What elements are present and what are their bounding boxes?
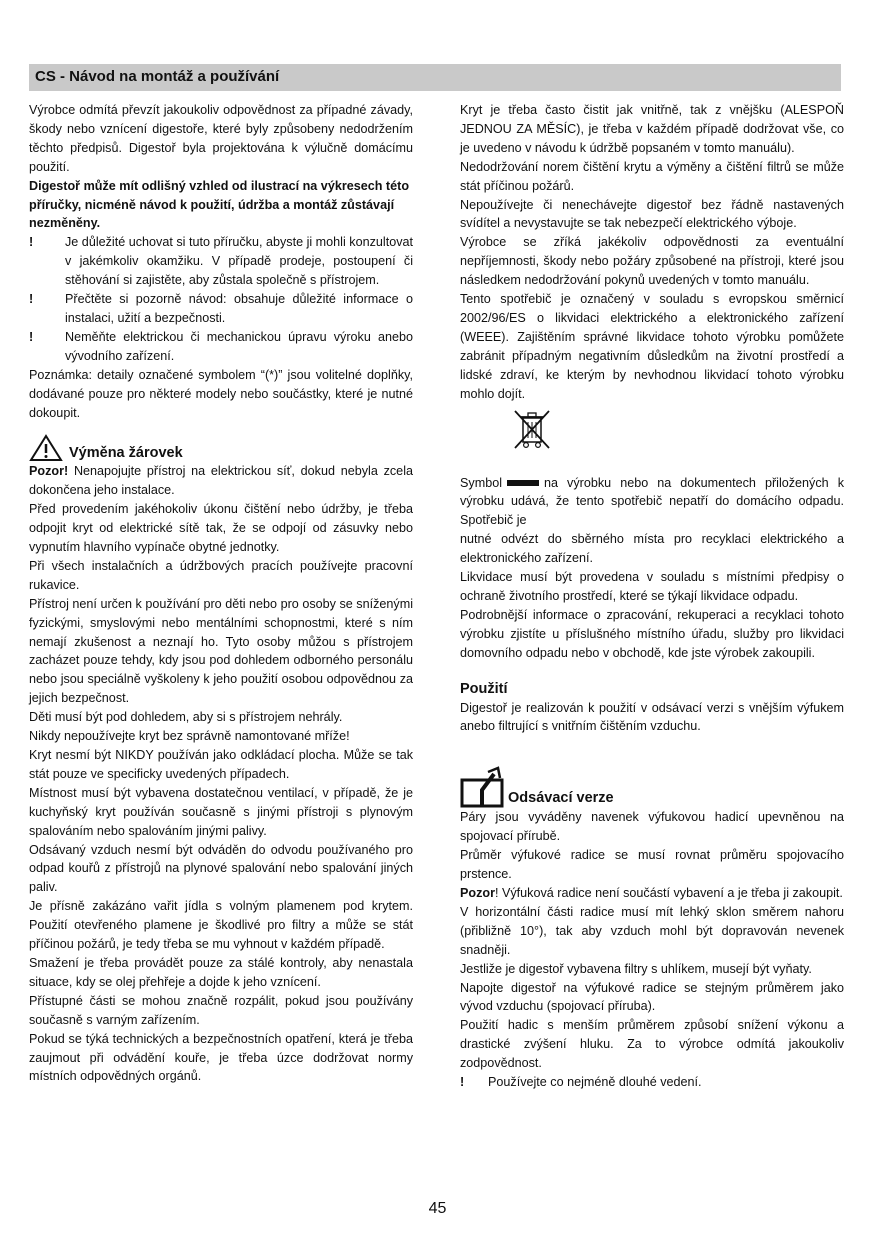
bulbs-paragraph: Nikdy nepoužívejte kryt bez správně namontované mříže! [29, 729, 350, 744]
page-number: 45 [428, 1200, 447, 1217]
exclamation-icon: ! [29, 292, 34, 307]
exhaust-title: Odsávací verze [508, 790, 614, 807]
usage-paragraph: Digestoř je realizován k použití v odsávací verzi s vnějším výfukem anebo filtrující s vnitřním čištěním vzduchu. [460, 700, 844, 734]
maintenance-paragraph: Nepoužívejte či nenechávejte digestoř bez řádně nastavených svídítel a nevystavujte se tak nebezpečí elektrického výboje. [460, 197, 844, 231]
weee-paragraph: Tento spotřebič je označený v souladu s evropskou směrnicí 2002/96/ES o likvidaci elektrického a elektronického zařízení (WEEE). Zajištěním správné likvidace tohoto výrobku pomůžete zabránit případným negativním důsledkům na životní prostředí a lidské zdraví, ke kterým by nevhodnou likvidací tohoto výrobku mohlo dojít. [460, 292, 844, 401]
bulbs-paragraph: Děti musí být pod dohledem, aby si s přístrojem nehrály. [29, 710, 343, 725]
exhaust-duct-icon [460, 766, 506, 808]
exhaust-paragraph: Průměr výfukové radice se musí rovnat průměru spojovacího prstence. [460, 848, 844, 882]
bulbs-section-title: Výměna žárovek [69, 444, 183, 461]
bulbs-paragraph: Odsávaný vzduch nesmí být odváděn do odvodu používaného pro odpad kouřů z přístrojů na plynové spalování nebo spalování jiných paliv. [29, 842, 413, 895]
disposal-paragraph: Podrobnější informace o zpracování, rekuperaci a recyklaci tohoto výrobku zjistíte u příslušného místního úřadu, služby pro likvidaci domovního odpadu nebo v obchodě, kde jste výrobek zakoupili. [460, 607, 844, 660]
warning-text: ! Výfuková radice není součástí vybavení a je třeba ji zakoupit. [494, 886, 843, 900]
warning-label: Pozor! [29, 464, 69, 479]
bulbs-paragraph: Přístroj není určen k používání pro děti nebo pro osoby se sníženými fyzickými, smyslovými nebo mentálními schopnostmi, které s ním nemají zkušenost a neznají ho. Tyto osoby můžou s přístrojem zacházet pouze tehdy, kdy jsou pod dohledem odborného personálu nebo jsou speciálně vyškoleny k jeho použití osobou odpovědnou za jejich bezpečnost. [29, 596, 413, 706]
warning-label: Pozor [460, 886, 495, 900]
list-item-text: Přečtěte si pozorně návod: obsahuje důležité informace o instalaci, užití a bezpečnosti. [65, 292, 413, 325]
note-paragraph: Poznámka: detaily označené symbolem “(*)” jsou volitelné doplňky, dodávané pouze pro některé modely nebo součástky, které je nutné dokoupit. [29, 367, 413, 420]
disposal-paragraph: Likvidace musí být provedena v souladu s místními předpisy o ochraně životního prostředí, které se týkají likvidace odpadu. [460, 570, 844, 603]
exclamation-icon: ! [29, 329, 34, 344]
left-column [29, 101, 413, 1086]
list-item [29, 233, 413, 290]
black-bar-icon [507, 480, 539, 486]
bulbs-paragraph: Přístupné části se mohou značně rozpálit, pokud jsou používány současně s varným zařízením. [29, 993, 413, 1027]
intro-paragraph: Výrobce odmítá převzít jakoukoliv odpovědnost za případné závady, škody nebo vznícení digestoře, které byly způsobeny nedodržením těchto předpisů. Digestoř byla projektována k výlučně domácímu použití. [29, 103, 413, 174]
exclamation-icon: ! [29, 235, 34, 250]
bulbs-section-heading [29, 434, 413, 462]
list-item [29, 328, 413, 366]
bulbs-paragraph: Smažení je třeba provádět pouze za stálé kontroly, aby nenastala situace, kdy se olej přehřeje a dojde k jeho vznícení. [29, 955, 413, 989]
symbol-text-before: Symbol [460, 475, 502, 490]
right-column [460, 101, 844, 1092]
exhaust-paragraph: Napojte digestoř na výfukové radice se stejným průměrem jako vývod vzduchu (spojovací příruba). [460, 980, 844, 1014]
maintenance-paragraph: Nedodržování norem čištění krytu a výměny a čištění filtrů se může stát příčinou požárů. [460, 159, 844, 193]
page-title: CS - Návod na montáž a používání [35, 68, 280, 85]
symbol-text-after: na výrobku nebo na dokumentech přiložených k výrobku udává, že tento spotřebič nepatří do domácího odpadu. Spotřebič je [460, 475, 844, 528]
warning-icon [29, 434, 63, 462]
bulbs-paragraph: Místnost musí být vybavena dostatečnou ventilací, v případě, že je kuchyňský kryt používán současně s jinými přístroji s plynovým spalováním nebo spalováním jinými palivy. [29, 785, 413, 838]
list-item [29, 290, 413, 328]
bulbs-paragraph: Je přísně zakázáno vařit jídla s volným plamenem pod krytem. Použití otevřeného plamene je škodlivé pro filtry a může se stát příčinou požárů, je tedy třeba se mu vyhnout v každém případě. [29, 899, 413, 952]
disposal-paragraph: nutné odvézt do sběrného místa pro recyklaci elektrického a elektronického zařízení. [460, 532, 844, 566]
bulbs-paragraph: Před provedením jakéhokoliv úkonu čištění nebo údržby, je třeba odpojit kryt od elektrické sítě tak, že se odpojí od zásuvky nebo vypnutím hlavního vypínače obytné jednotky. [29, 502, 413, 555]
list-item [460, 1073, 844, 1092]
exclamation-icon: ! [460, 1075, 465, 1090]
exhaust-warning [460, 884, 844, 903]
bulbs-paragraph: Při všech instalačních a údržbových pracích používejte pracovní rukavice. [29, 558, 413, 592]
bulbs-paragraph: Kryt nesmí být NIKDY používán jako odkládací plocha. Může se tak stát pouze ve specificky uvedených případech. [29, 748, 413, 781]
list-item-text: Neměňte elektrickou či mechanickou úpravu výroku anebo vývodního zařízení. [65, 329, 413, 363]
intro-bold-paragraph: Digestoř může mít odlišný vzhled od ilustrací na výkresech této příručky, nicméně návod k použití, údržba a montáž zůstávají nezměněny. [29, 178, 410, 231]
warning-text: Nenapojujte přístroj na elektrickou síť, dokud nebyla zcela dokončena jeho instalace. [29, 464, 413, 498]
symbol-paragraph [460, 474, 844, 531]
list-item-text: Je důležité uchovat si tuto příručku, abyste ji mohli konzultovat v jakémkoliv okamžiku. V případě prodeje, postoupení či stěhování si zajistěte, aby zůstala společně s přístrojem. [65, 235, 413, 288]
exhaust-heading [460, 766, 844, 808]
maintenance-paragraph: Výrobce se zříká jakékoliv odpovědnosti za eventuální nepříjemnosti, škody nebo požáry způsobené na přístroji, které jsou následkem nedodržování pokynů uvedených v tomto manuálu. [460, 235, 844, 288]
exhaust-paragraph: Jestliže je digestoř vybavena filtry s uhlíkem, musejí být vyňaty. [460, 961, 812, 976]
exhaust-paragraph: V horizontální části radice musí mít lehký sklon směrem nahoru (přibližně 10°), tak aby vzduch mohl být dopravován nevenek snadněji. [460, 904, 844, 957]
bulbs-warning [29, 462, 413, 500]
header-bar [29, 64, 841, 91]
bulbs-paragraph: Pokud se týká technických a bezpečnostních opatření, která je třeba zaujmout při odvádění kouře, je třeba úzce dodržovat normy místních odpovědných orgánů. [29, 1031, 413, 1084]
exhaust-paragraph: Páry jsou vyváděny navenek výfukovou hadicí upevněnou na spojovací přírubě. [460, 810, 844, 844]
list-item-text: Používejte co nejméně dlouhé vedení. [488, 1075, 702, 1090]
usage-heading: Použití [460, 680, 508, 697]
exhaust-paragraph: Použití hadic s menším průměrem způsobí snížení výkonu a drastické zvýšení hluku. Za to výrobce odmítá jakoukoliv zodpovědnost. [460, 1018, 844, 1071]
maintenance-paragraph: Kryt je třeba často čistit jak vnitřně, tak z vnějšku (ALESPOŇ JEDNOU ZA MĚSÍC), je třeba v každém případě dodržovat vše, co je uvedeno v návodu k údržbě popsaném v tomto manuálu). [460, 103, 844, 155]
crossed-bin-icon [512, 408, 552, 450]
